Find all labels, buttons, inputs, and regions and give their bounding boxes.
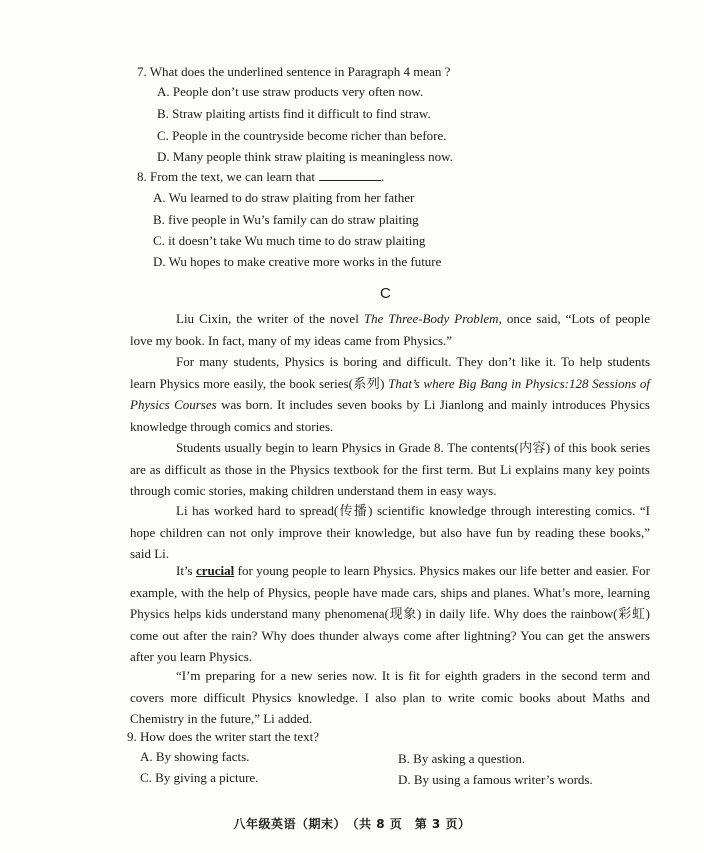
book-series-title: That’s where Big Bang in Physics:128 Sessions of Physics Courses xyxy=(130,375,650,412)
question-8-option-d: D. Wu hopes to make creative more works in the future xyxy=(153,254,442,269)
passage-paragraph-1 xyxy=(130,308,650,351)
question-9-option-a: A. By showing facts. xyxy=(140,749,250,764)
p2-text-a: For many students, Physics is boring and difficult. They don’t like it. To help students learn Physics more easily, the book series(系列) xyxy=(130,354,650,391)
question-9-option-d: D. By using a famous writer’s words. xyxy=(398,772,593,787)
question-8-option-c: C. it doesn’t take Wu much time to do straw plaiting xyxy=(153,233,426,248)
passage-paragraph-4: Li has worked hard to spread(传播) scientific knowledge through interesting comics. “I hope children can not only improve their knowledge, but also have fun by reading these books,” said Li. xyxy=(130,503,650,561)
question-7-option-c: C. People in the countryside become richer than before. xyxy=(157,128,447,143)
question-9-stem: 9. How does the writer start the text? xyxy=(127,729,320,744)
p2-text-b: was born. It includes seven books by Li Jianlong and mainly introduces Physics knowledge through comics and stories. xyxy=(130,397,650,434)
question-9-option-c: C. By giving a picture. xyxy=(140,770,259,785)
question-9-option-b: B. By asking a question. xyxy=(398,751,526,766)
question-7-option-b: B. Straw plaiting artists find it difficult to find straw. xyxy=(157,106,431,121)
question-7-stem: 7. What does the underlined sentence in Paragraph 4 mean ? xyxy=(137,64,451,79)
p1-text-a: Liu Cixin, the writer of the novel xyxy=(176,311,364,326)
question-8-stem xyxy=(137,169,384,185)
answer-blank xyxy=(319,169,381,181)
question-8-option-b: B. five people in Wu’s family can do straw plaiting xyxy=(153,212,419,227)
underlined-word: crucial xyxy=(196,563,235,578)
p5-text-a: It’s xyxy=(176,563,197,578)
novel-title: The Three-Body Problem xyxy=(363,311,499,326)
passage-paragraph-6: “I’m preparing for a new series now. It is fit for eighth graders in the second term and covers more difficult Physics knowledge. I also plan to write comic books about Maths and Chemistry in the future,” Li added. xyxy=(130,668,650,726)
question-7-option-a: A. People don’t use straw products very often now. xyxy=(157,84,424,99)
passage-paragraph-5 xyxy=(130,560,650,668)
p1-text-b: , once said, “Lots of people love my book. In fact, many of my ideas came from Physics.” xyxy=(130,311,650,348)
page-footer: 八年级英语（期末） （共 8 页 第 3 页） xyxy=(233,817,471,831)
section-heading: C xyxy=(380,285,391,302)
question-8-stem-text: 8. From the text, we can learn that xyxy=(137,169,315,184)
question-8-stem-end: . xyxy=(380,169,385,184)
passage-paragraph-3: Students usually begin to learn Physics in Grade 8. The contents(内容) of this book series are as difficult as those in the Physics textbook for the first term. But Li explains many key points through comic stories, making children understand them in easy ways. xyxy=(130,440,650,498)
question-7-option-d: D. Many people think straw plaiting is meaningless now. xyxy=(157,149,453,164)
p5-text-b: for young people to learn Physics. Physics makes our life better and easier. For example, with the help of Physics, people have made cars, ships and planes. What’s more, learning Physics helps kids understand many phenomena(现象) in daily life. Why does the rainbow(彩虹) come out after the rain? Why does thunder always come after lightning? You can get the answers after you learn Physics. xyxy=(130,563,650,664)
question-8-option-a: A. Wu learned to do straw plaiting from her father xyxy=(153,190,415,205)
passage-paragraph-2 xyxy=(130,351,650,437)
